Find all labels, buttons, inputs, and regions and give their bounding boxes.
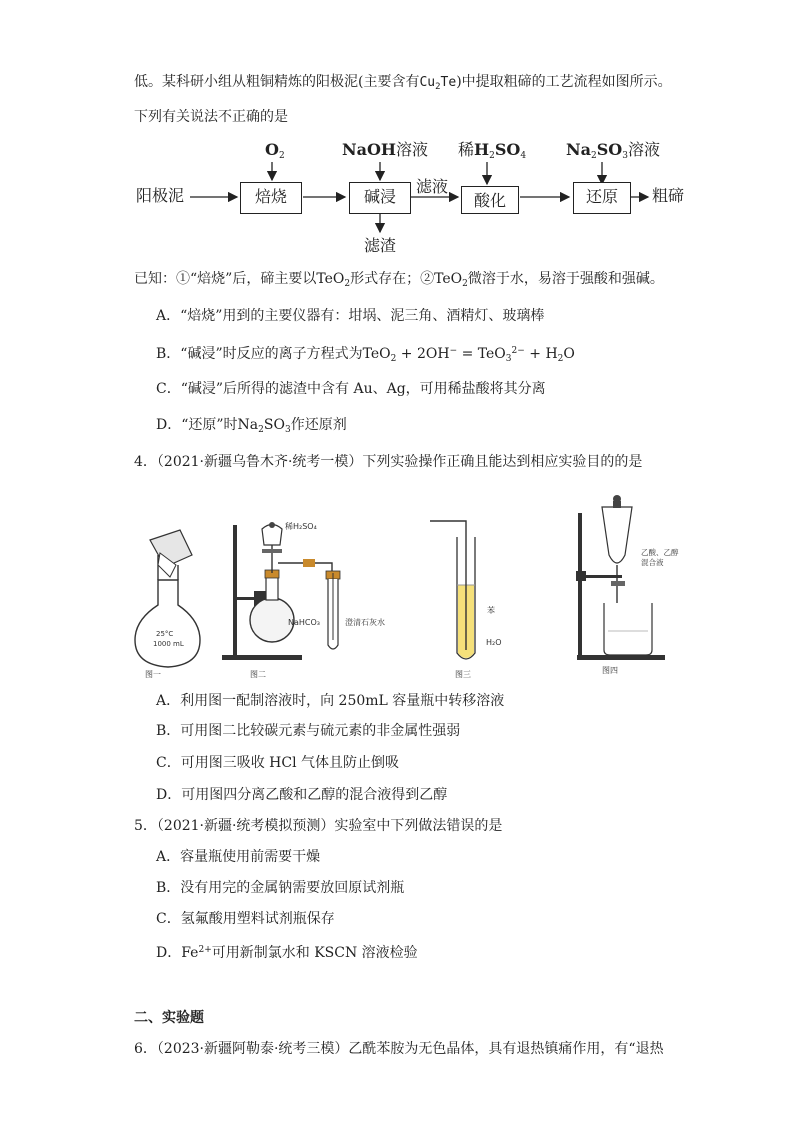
formula-sub: 3: [622, 151, 628, 161]
q3-option-d[interactable]: [156, 416, 347, 439]
fig4-mix-label-1: 乙酸、乙醇: [641, 548, 679, 557]
q5-stem: 5．（2021·新疆·统考模拟预测）实验室中下列做法错误的是: [134, 818, 503, 834]
q5-option-d[interactable]: [156, 941, 418, 962]
formula-sub: 2: [390, 354, 397, 364]
flow-box-alkali-leach: 碱浸: [349, 182, 411, 214]
formula-part: SO: [494, 140, 521, 159]
formula-part: + H: [524, 346, 558, 362]
flow-box-acidify: 酸化: [461, 186, 519, 214]
formula-part: SO: [596, 140, 623, 159]
section-title: 二、实验题: [134, 1010, 204, 1026]
formula-sub: 2: [344, 279, 351, 289]
formula-part: TeO: [434, 271, 463, 287]
fig1-volume-label: 1000 mL: [153, 640, 184, 648]
fig2-tube-label: 澄清石灰水: [345, 618, 385, 627]
formula-part: + 2OH: [396, 346, 450, 362]
formula-sub: 2: [557, 354, 564, 364]
formula-sup: 2−: [511, 346, 525, 356]
formula-part: NaOH: [342, 140, 397, 159]
formula-sub: 2: [435, 82, 441, 92]
known-info: [134, 270, 664, 293]
reagent-na2so3: [566, 140, 660, 166]
fig1-caption: 图一: [145, 670, 161, 679]
q5-option-c[interactable]: C．氢氟酸用塑料试剂瓶保存: [156, 911, 335, 927]
formula-sub: 2: [462, 279, 468, 289]
option-text: 作还原剂: [290, 417, 347, 433]
q4-option-a[interactable]: A．利用图一配制溶液时，向 250mL 容量瓶中转移溶液: [156, 693, 505, 709]
figure-2-gas-generation: [222, 521, 385, 679]
q4-option-c[interactable]: C．可用图三吸收 HCl 气体且防止倒吸: [156, 755, 400, 771]
flow-residue: 滤渣: [364, 236, 397, 255]
flow-start: 阳极泥: [136, 186, 185, 205]
q3-option-b[interactable]: [156, 342, 575, 368]
formula-part: O: [265, 140, 279, 159]
reagent-text: 溶液: [396, 140, 429, 159]
formula-part: Fe: [181, 945, 199, 961]
reagent-o2: [265, 140, 285, 166]
formula-part: = TeO: [457, 346, 506, 362]
reagent-naoh: [342, 140, 428, 160]
intro-line-2: 下列有关说法不正确的是: [134, 109, 288, 125]
q3-option-a[interactable]: A．“焙烧”用到的主要仪器有：坩埚、泥三角、酒精灯、玻璃棒: [156, 308, 545, 324]
formula-sub: 3: [505, 354, 512, 364]
formula-sub: 2: [489, 151, 495, 161]
fig1-temp-label: 25°C: [156, 630, 174, 638]
formula-sub: 2: [278, 151, 285, 161]
fig2-caption: 图二: [250, 670, 266, 679]
flow-arrows: [0, 0, 794, 260]
formula-part: TeO: [316, 271, 345, 287]
fig4-mix-label-2: 混合液: [641, 558, 664, 567]
formula-part: O: [563, 346, 575, 362]
reagent-text: 溶液: [627, 140, 660, 159]
formula-part: Te: [440, 75, 457, 90]
formula-part: SO: [263, 417, 285, 433]
formula-part: Cu: [419, 75, 436, 90]
formula-part: Na: [566, 140, 591, 159]
flow-end: 粗碲: [652, 186, 685, 205]
reagent-h2so4: [458, 140, 526, 166]
intro-text: 低。某科研小组从粗铜精炼的阳极泥(主要含有: [134, 74, 420, 90]
fig4-caption: 图四: [602, 666, 618, 675]
formula-sub: 2: [591, 151, 597, 161]
flow-box-roast: 焙烧: [240, 182, 302, 214]
figure-1-volumetric-flask: [135, 530, 200, 679]
option-text: B．“碱浸”时反应的离子方程式为: [156, 346, 363, 362]
q6-stem: 6．（2023·新疆阿勒泰·统考三模）乙酰苯胺为无色晶体，具有退热镇痛作用，有“退热: [134, 1041, 664, 1057]
flow-filtrate: 滤液: [416, 177, 449, 196]
fig3-bottom-label: H₂O: [486, 638, 502, 647]
formula-teo2: [316, 271, 350, 287]
q4-apparatus-figures: [0, 485, 794, 685]
fig3-top-label: 苯: [487, 606, 495, 615]
q3-option-c[interactable]: C．“碱浸”后所得的滤渣中含有 Au、Ag，可用稀盐酸将其分离: [156, 381, 546, 397]
formula-part: Na: [237, 417, 259, 433]
known-text: 形式存在；②: [350, 271, 435, 287]
formula-sub: 3: [284, 425, 291, 435]
reagent-text: 稀: [458, 140, 475, 159]
formula-sub: 4: [520, 151, 527, 161]
option-text: 可用新制氯水和 KSCN 溶液检验: [211, 945, 418, 961]
known-text: 已知：①“焙烧”后，碲主要以: [134, 271, 317, 287]
formula-part: TeO: [362, 346, 391, 362]
q5-option-a[interactable]: A．容量瓶使用前需要干燥: [156, 849, 321, 865]
q4-stem: 4．（2021·新疆乌鲁木齐·统考一模）下列实验操作正确且能达到相应实验目的的是: [134, 454, 643, 470]
option-text: D．“还原”时: [156, 417, 238, 433]
formula-teo2: [434, 271, 468, 287]
q4-option-d[interactable]: D．可用图四分离乙酸和乙醇的混合液得到乙醇: [156, 787, 448, 803]
formula-sup: 2+: [198, 945, 212, 955]
fig2-reagent-label: 稀H₂SO₄: [285, 522, 317, 531]
formula-part: H: [474, 140, 490, 159]
fig2-flask-label: NaHCO₃: [288, 618, 320, 627]
option-letter: D．: [156, 945, 182, 961]
intro-text: )中提取粗碲的工艺流程如图所示。: [456, 74, 672, 90]
known-text: 微溶于水，易溶于强酸和强碱。: [467, 271, 664, 287]
q5-option-b[interactable]: B．没有用完的金属钠需要放回原试剂瓶: [156, 880, 405, 896]
flow-box-reduce: 还原: [573, 182, 631, 214]
formula-sup: −: [449, 346, 458, 356]
formula-sub: 2: [258, 425, 264, 435]
fig3-caption: 图三: [455, 670, 471, 679]
figure-4-separatory-funnel: [576, 495, 679, 675]
figure-3-test-tube: [430, 521, 502, 679]
q4-option-b[interactable]: B．可用图二比较碳元素与硫元素的非金属性强弱: [156, 723, 461, 739]
